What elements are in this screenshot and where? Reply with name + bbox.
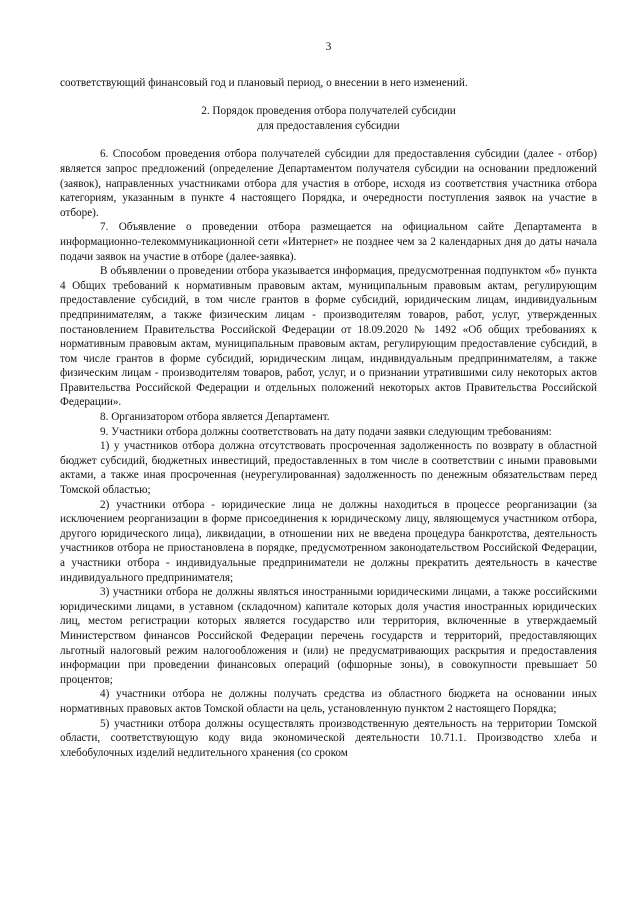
requirement-5: 5) участники отбора должны осуществлять производственную деятельность на территории Томской области, соответствующую коду вида экономической деятельности 10.71.1. Производство хлеба и хлебобулочных изделий недлительного хранения (со сроком xyxy=(60,717,597,759)
requirement-4: 4) участники отбора не должны получать средства из областного бюджета на основании иных нормативных правовых актов Томской области на цель, установленную пунктом 2 настоящего Порядка; xyxy=(60,688,597,715)
requirement-1: 1) у участников отбора должна отсутствовать просроченная задолженность по возврату в областной бюджет субсидий, бюджетных инвестиций, предоставленных в том числе в соответствии с иными правовыми актами, а также иная просроченная (неурегулированная) задолженность по денежным обязательствам перед Томской областью; xyxy=(60,440,597,497)
paragraph-6: 6. Способом проведения отбора получателей субсидии для предоставления субсидии (далее - отбор) является запрос предложений (определение Департаментом получателя субсидии на основании предложений (заявок), направленных участниками отбора для участия в отборе, исходя из соответствия участника отбора категориям, указанным в пункте 4 настоящего Порядка, и очередности поступления заявок на участие в отборе). xyxy=(60,148,597,219)
intro-line: соответствующий финансовый год и плановый период, о внесении в него изменений. xyxy=(60,76,468,89)
page-number: 3 xyxy=(325,41,332,53)
paragraph-7-announcement: В объявлении о проведении отбора указывается информация, предусмотренная подпунктом «б» пункта 4 Общих требований к нормативным правовым актам, муниципальным правовым актам, регулирующим предоставление субсидий, в том числе грантов в форме субсидий, юридическим лицам, индивидуальным предпринимателям, а также физическим лицам - производителям товаров, работ, услуг, утвержденных постановлением Правительства Российской Федерации от 18.09.2020 № 1492 «Об общих требованиях к нормативным правовым актам, муниципальным правовым актам, регулирующим предоставление субсидий, в том числе грантов в форме субсидий, юридическим лицам, индивидуальным предпринимателям, а также физическим лицам - производителям товаров, работ, услуг, и о признании утратившими силу некоторых актов Правительства Российской Федерации и отдельных положений некоторых актов Правительства Российской Федерации». xyxy=(60,265,597,409)
paragraph-7: 7. Объявление о проведении отбора размещается на официальном сайте Департамента в информационно-телекоммуникационной сети «Интернет» не позднее чем за 2 календарных дня до даты начала подачи заявок на участие в отборе (далее-заявка). xyxy=(60,221,597,263)
body-text xyxy=(60,147,597,760)
section-heading-line-2: для предоставления субсидии xyxy=(257,119,400,132)
section-heading-line-1: 2. Порядок проведения отбора получателей субсидии xyxy=(201,105,456,118)
requirement-2: 2) участники отбора - юридические лица не должны находиться в процессе реорганизации (за исключением реорганизации в форме присоединения к юридическому лицу, являющемуся участником отбора, другого юридического лица), ликвидации, в отношении них не введена процедура банкротства, деятельность участников отбора не приостановлена в порядке, предусмотренном законодательством Российской Федерации, а участники отбора - индивидуальные предприниматели не должны прекратить деятельность в качестве индивидуального предпринимателя; xyxy=(60,498,597,584)
document-page xyxy=(60,40,597,760)
paragraph-9: 9. Участники отбора должны соответствовать на дату подачи заявки следующим требованиям: xyxy=(100,425,552,438)
requirement-3: 3) участники отбора не должны являться иностранными юридическими лицами, а также российскими юридическими лицами, в уставном (складочном) капитале которых доля участия иностранных юридических лиц, местом регистрации которых является государство или территория, включенные в утверждаемый Министерством финансов Российской Федерации перечень государств и территорий, предоставляющих льготный налоговый режим налогообложения и (или) не предусматривающих раскрытия и предоставления информации при проведении финансовых операций (офшорные зоны), в совокупности превышает 50 процентов; xyxy=(60,586,597,686)
section-heading xyxy=(60,104,597,133)
paragraph-8: 8. Организатором отбора является Департамент. xyxy=(100,411,330,424)
